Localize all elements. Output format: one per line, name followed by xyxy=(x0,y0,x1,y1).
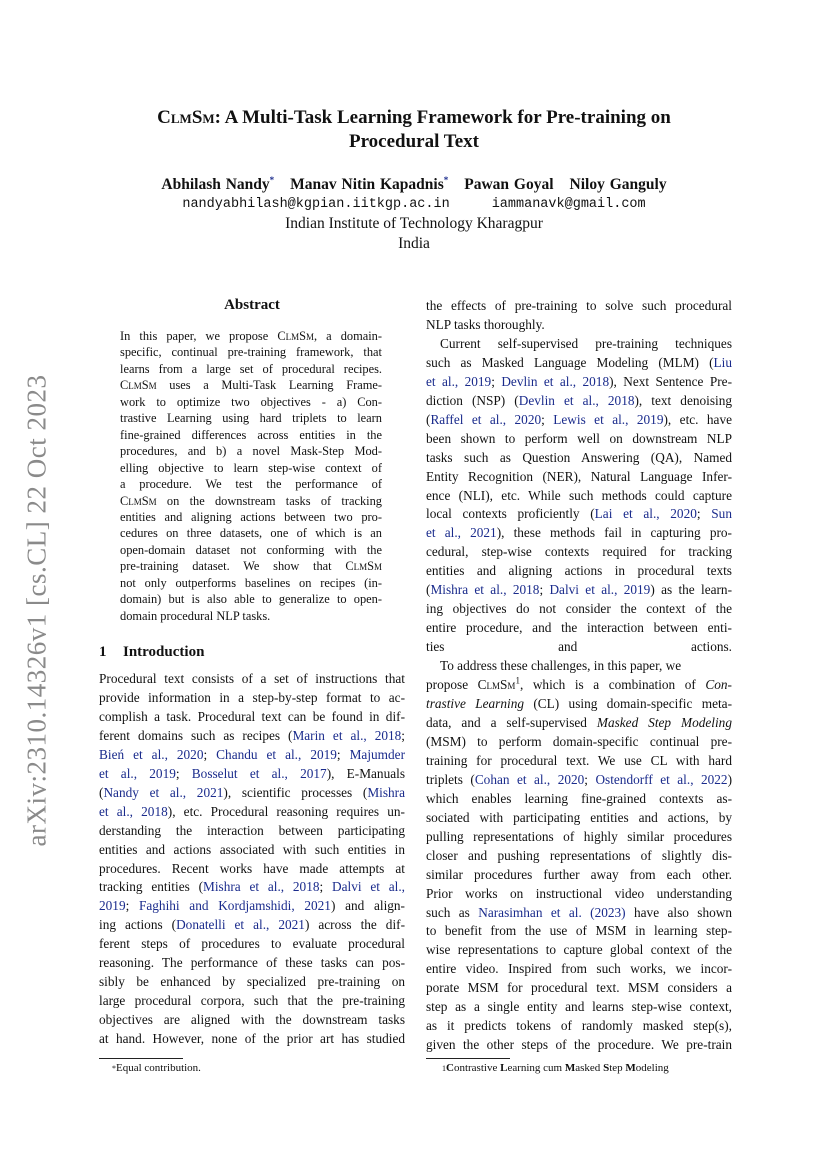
text-line xyxy=(426,657,732,676)
abstract-line: ClmSm uses a Multi-Task Learning Frame- xyxy=(120,378,382,393)
citation-link[interactable]: Narasimhan et al. (2023) xyxy=(478,904,626,920)
abstract-line: domain) but is also able to generalize to open- xyxy=(120,592,382,607)
footnote-marker: * xyxy=(112,1064,116,1073)
citation-link[interactable]: Cohan et al., 2020 xyxy=(474,771,585,787)
text-run: Con- xyxy=(705,677,732,693)
text-run: ClmSm xyxy=(477,677,516,693)
citation-link[interactable]: et al., 2019 xyxy=(426,373,492,389)
text-run: ; xyxy=(541,411,554,427)
text-run: ) across the dif- xyxy=(304,917,405,933)
abstract-line: open-domain dataset not conforming with the xyxy=(120,542,382,557)
text-line xyxy=(99,727,405,746)
text-line xyxy=(426,638,732,657)
text-line xyxy=(99,916,405,935)
author-name: Pawan Goyal xyxy=(464,176,554,193)
text-run: closer and pushing representations of slightly dis- xyxy=(426,847,732,863)
citation-link[interactable]: Liu xyxy=(713,354,732,370)
text-run: Current self-supervised pre-training techniques xyxy=(440,335,732,351)
text-run: procedures. Recent works have made attempts at xyxy=(99,860,405,876)
text-run: ; xyxy=(319,879,333,895)
footnote-marker: 1 xyxy=(442,1064,446,1073)
citation-link[interactable]: Bień et al., 2020 xyxy=(99,746,204,762)
text-line xyxy=(99,689,405,708)
citation-link[interactable]: Mishra xyxy=(367,784,405,800)
citation-link[interactable]: Devlin et al., 2018 xyxy=(518,392,635,408)
text-line xyxy=(99,803,405,822)
text-line xyxy=(426,922,732,941)
citation-link[interactable]: Devlin et al., 2018 xyxy=(501,373,610,389)
text-run: complish a task. Procedural text can be found in dif- xyxy=(99,708,405,724)
email-list xyxy=(100,197,728,212)
author-mark: * xyxy=(443,174,449,185)
footnote-text: odeling xyxy=(635,1062,669,1074)
citation-link[interactable]: Lai et al., 2020 xyxy=(594,506,697,522)
text-run: (CL) using domain-specific meta- xyxy=(524,696,732,712)
text-line xyxy=(426,790,732,809)
text-line xyxy=(99,860,405,879)
abstract-line: work to optimize two objectives - a) Con- xyxy=(120,394,382,409)
text-line xyxy=(99,935,405,954)
text-run: 1 xyxy=(515,675,520,686)
text-run: ; xyxy=(175,765,192,781)
footnote-text: earning cum xyxy=(507,1062,565,1074)
text-line xyxy=(426,828,732,847)
text-line xyxy=(426,581,732,600)
text-line xyxy=(99,992,405,1011)
text-run: ferent domains such as recipes ( xyxy=(99,727,293,743)
abstract-line: In this paper, we propose ClmSm, a domain- xyxy=(120,329,382,343)
text-line xyxy=(426,505,732,524)
text-run: ), these methods fail in capturing pro- xyxy=(496,525,732,541)
text-run: given the other steps of the procedure. We pre-train xyxy=(426,1037,732,1053)
text-line xyxy=(426,714,732,733)
section-heading-introduction xyxy=(99,644,204,661)
text-run: porate MSM for procedural text. MSM considers a xyxy=(426,980,732,996)
text-run: tracking entities ( xyxy=(99,879,203,895)
email-1[interactable]: nandyabhilash@kgpian.iitkgp.ac.in xyxy=(182,197,450,212)
text-run: objectives are aligned with the downstream tasks xyxy=(99,1012,405,1028)
text-run: ( xyxy=(99,784,104,800)
text-line xyxy=(426,487,732,506)
text-run: such as xyxy=(426,904,479,920)
citation-link[interactable]: Majumder xyxy=(349,746,405,762)
footnote-text: tep xyxy=(609,1062,626,1074)
footnote-rule-left xyxy=(99,1058,183,1059)
citation-link[interactable]: Sun xyxy=(711,506,732,522)
text-run: tasks such as Question Answering (QA), Named xyxy=(426,449,732,465)
text-line xyxy=(99,784,405,803)
citation-link[interactable]: et al., 2018 xyxy=(99,803,168,819)
abstract-line: procedures, and b) a novel Mask-Step Mod- xyxy=(120,444,382,459)
abstract-line: a procedure. We test the performance of xyxy=(120,477,382,492)
text-run: ; xyxy=(539,582,550,598)
text-run: to benefit from the use of MSM in learning step- xyxy=(426,923,732,939)
text-line xyxy=(426,695,732,714)
text-run: derstanding the interaction between participating xyxy=(99,822,405,838)
text-run: training for procedural text. We use CL with hard xyxy=(426,752,732,768)
abstract-line: elling objective to learn step-wise context of xyxy=(120,460,382,475)
text-line xyxy=(426,543,732,562)
text-run: ; xyxy=(125,898,139,914)
text-run: ; xyxy=(491,373,502,389)
footnote-text: M xyxy=(625,1062,636,1074)
citation-link[interactable]: Mishra et al., 2018 xyxy=(430,582,540,598)
text-line xyxy=(99,708,405,727)
text-line xyxy=(426,809,732,828)
text-run: ), Next Sentence Pre- xyxy=(609,373,732,389)
text-run: as it predicts tokens of randomly masked step(s), xyxy=(426,1018,732,1034)
text-run: ; xyxy=(696,506,712,522)
abstract-line: not only outperforms baselines on recipes (in- xyxy=(120,575,382,590)
footnote-left xyxy=(112,1062,201,1075)
text-line xyxy=(426,524,732,543)
text-line xyxy=(426,771,732,790)
text-run: large procedural corpora, such that the pre-training xyxy=(99,993,405,1009)
abstract-line: pre-training dataset. We show that ClmSm xyxy=(120,559,382,574)
footnote-right xyxy=(442,1062,669,1075)
text-run: Masked Step Modeling xyxy=(596,714,732,730)
text-run: which enables learning fine-grained contexts as- xyxy=(426,790,732,806)
title-name: ClmSm xyxy=(157,107,215,128)
text-run: ; xyxy=(584,771,596,787)
text-run: ), etc. have xyxy=(663,411,733,427)
text-run: , which is a combination of xyxy=(519,677,706,693)
text-line xyxy=(426,411,732,430)
citation-link[interactable]: Ostendorff et al., 2022 xyxy=(595,771,728,787)
text-run: ), text denoising xyxy=(634,392,732,408)
section-title: Introduction xyxy=(123,644,205,660)
citation-link[interactable]: Dalvi et al., 2019 xyxy=(549,582,651,598)
text-run: ), etc. Procedural reasoning requires un- xyxy=(167,803,405,819)
text-line xyxy=(426,885,732,904)
citation-link[interactable]: Marin et al., 2018 xyxy=(292,727,402,743)
text-run: entire video. Inspired from such works, we incor- xyxy=(426,961,732,977)
abstract-line: trastive Learning using hard triplets to learn xyxy=(120,411,382,426)
text-run: the effects of pre-training to solve such procedural xyxy=(426,298,732,313)
text-run: trastive Learning xyxy=(426,696,524,712)
author-list xyxy=(100,176,728,194)
text-run: To address these challenges, in this paper, we xyxy=(440,658,682,674)
text-run: sibly be enhanced by specialized pre-training on xyxy=(99,974,405,990)
text-line xyxy=(99,765,405,784)
text-line xyxy=(426,562,732,581)
text-line xyxy=(426,866,732,885)
text-line xyxy=(99,670,405,689)
text-run: diction (NSP) ( xyxy=(426,392,519,408)
text-line xyxy=(426,373,732,392)
text-run: local contexts proficiently ( xyxy=(426,506,595,522)
text-run: provide information in a step-by-step format to ac- xyxy=(99,689,405,705)
text-run: entities and aligning actions in procedural texts xyxy=(426,563,732,579)
text-line xyxy=(426,619,732,638)
arxiv-stamp: arXiv:2310.14326v1 [cs.CL] 22 Oct 2023 xyxy=(21,374,52,846)
citation-link[interactable]: Raffel et al., 2020 xyxy=(430,411,542,427)
text-line xyxy=(426,733,732,752)
title-line2: Procedural Text xyxy=(348,131,479,152)
text-line xyxy=(426,752,732,771)
footnote-text: C xyxy=(446,1062,454,1074)
abstract-body xyxy=(120,328,382,624)
text-line xyxy=(99,746,405,765)
text-run: ; xyxy=(336,746,350,762)
text-run: step as a single entity and learns step-wise context, xyxy=(426,999,732,1015)
citation-link[interactable]: Lewis et al., 2019 xyxy=(553,411,664,427)
footnote-rule-right xyxy=(426,1058,510,1059)
text-run: ( xyxy=(426,582,431,598)
text-line xyxy=(99,954,405,973)
text-line xyxy=(426,904,732,923)
text-line xyxy=(426,600,732,619)
section-number: 1 xyxy=(99,644,107,660)
text-run: have also shown xyxy=(625,904,733,920)
footnote-text: ontrastive xyxy=(453,1062,501,1074)
text-line xyxy=(426,316,732,335)
abstract-line: specific, continual pre-training framework, that xyxy=(120,345,382,360)
text-run: wise representations to capture global context of the xyxy=(426,942,732,958)
footnote-text: M xyxy=(564,1062,576,1074)
abstract-line: fine-grained differences across entities in the xyxy=(120,427,382,442)
text-line xyxy=(426,676,732,695)
text-line xyxy=(426,449,732,468)
abstract-line: cedures on three datasets, one of which is an xyxy=(120,526,382,541)
text-run: entire procedure, and the interaction between enti- xyxy=(426,620,732,636)
abstract-line: domain procedural NLP tasks. xyxy=(120,608,271,623)
text-run: ing actions ( xyxy=(99,917,177,933)
citation-link[interactable]: Mishra et al., 2018 xyxy=(203,879,320,895)
institution: Indian Institute of Technology Kharagpur xyxy=(285,215,543,232)
text-line xyxy=(99,878,405,897)
citation-link[interactable]: 2019 xyxy=(99,898,126,914)
text-run: ( xyxy=(426,411,431,427)
text-run: sociated with participating entities and actions, by xyxy=(426,809,732,825)
citation-link[interactable]: Faghihi and Kordjamshidi, 2021 xyxy=(138,898,331,914)
citation-link[interactable]: Donatelli et al., 2021 xyxy=(176,917,305,933)
text-line xyxy=(426,960,732,979)
text-line xyxy=(99,973,405,992)
text-run: Prior works on instructional video understanding xyxy=(426,885,732,901)
text-run: ferent steps of procedures to evaluate procedural xyxy=(99,936,405,952)
author-name: Niloy Ganguly xyxy=(569,176,667,193)
text-line xyxy=(426,1017,732,1036)
title-rest: : A Multi-Task Learning Framework for Pre-training on xyxy=(214,107,671,128)
abstract-line: learns from a large set of procedural recipes. xyxy=(120,361,382,376)
text-run: been shown to perform well on downstream NLP xyxy=(426,430,732,446)
text-line xyxy=(99,897,405,916)
text-line xyxy=(99,822,405,841)
text-run: data, and a self-supervised xyxy=(426,714,597,730)
citation-link[interactable]: Chandu et al., 2019 xyxy=(216,746,337,762)
footnote-text: Equal contribution. xyxy=(116,1062,201,1074)
author-name: Abhilash Nandy xyxy=(161,176,270,193)
citation-link[interactable]: et al., 2021 xyxy=(426,525,497,541)
text-run: pulling representations of highly similar procedures xyxy=(426,828,732,844)
text-run: ) as the learn- xyxy=(650,582,732,598)
abstract-line: ClmSm on the downstream tasks of tracking xyxy=(120,493,382,508)
text-line xyxy=(99,841,405,860)
text-run: propose xyxy=(426,677,478,693)
text-run: ties and actions. xyxy=(426,639,732,655)
intro-left-column xyxy=(99,670,405,1049)
text-run: (MSM) to perform domain-specific continual pre- xyxy=(426,733,732,749)
footnote-text: L xyxy=(500,1062,508,1074)
text-run: ), scientific processes ( xyxy=(223,784,368,800)
citation-link[interactable]: et al., 2019 xyxy=(99,765,176,781)
text-run: cedural, step-wise contexts required for tracking xyxy=(426,544,732,560)
text-run: entities and actions associated with such entities in xyxy=(99,841,405,857)
text-run: NLP tasks thoroughly. xyxy=(426,316,545,332)
text-line xyxy=(426,847,732,866)
text-run: Procedural text consists of a set of instructions that xyxy=(99,671,405,686)
text-line xyxy=(426,998,732,1017)
text-run: ; xyxy=(401,727,405,743)
text-run: such as Masked Language Modeling (MLM) ( xyxy=(426,354,714,370)
text-line xyxy=(426,430,732,449)
citation-link[interactable]: Bosselut et al., 2017 xyxy=(191,765,327,781)
paper-title xyxy=(100,106,728,154)
text-run: triplets ( xyxy=(426,771,475,787)
text-line xyxy=(426,1036,732,1055)
text-run: ence (NLI), etc. While such methods could capture xyxy=(426,487,732,503)
text-run: ), E-Manuals xyxy=(326,765,405,781)
text-line xyxy=(99,1030,405,1049)
footnote-text: S xyxy=(603,1062,610,1074)
text-run: Entity Recognition (NER), Natural Language Infer- xyxy=(426,468,732,484)
text-run: at hand. However, none of the prior art has studied xyxy=(99,1031,405,1047)
citation-link[interactable]: Nandy et al., 2021 xyxy=(103,784,224,800)
text-line xyxy=(426,979,732,998)
country: India xyxy=(398,235,430,252)
text-run: reasoning. The performance of these tasks can pos- xyxy=(99,955,405,971)
email-2[interactable]: iammanavk@gmail.com xyxy=(491,197,646,212)
intro-right-column xyxy=(426,297,732,1055)
abstract-heading: Abstract xyxy=(224,297,280,313)
text-line xyxy=(426,392,732,411)
citation-link[interactable]: Dalvi et al., xyxy=(332,879,405,895)
abstract-line: entities and aligning actions between two pro- xyxy=(120,509,382,524)
text-run: ) and align- xyxy=(330,898,405,914)
text-line xyxy=(426,354,732,373)
text-line xyxy=(426,468,732,487)
text-line xyxy=(426,335,732,354)
text-line xyxy=(426,941,732,960)
text-run: ) xyxy=(727,771,732,787)
text-line xyxy=(426,297,732,316)
text-run: ing objectives do not consider the context of the xyxy=(426,601,732,617)
text-line xyxy=(99,1011,405,1030)
text-run: ; xyxy=(203,746,217,762)
footnote-text: asked xyxy=(575,1062,604,1074)
author-name: Manav Nitin Kapadnis xyxy=(290,176,444,193)
author-mark: * xyxy=(269,174,275,185)
text-run: similar procedures further away from each other. xyxy=(426,866,732,882)
